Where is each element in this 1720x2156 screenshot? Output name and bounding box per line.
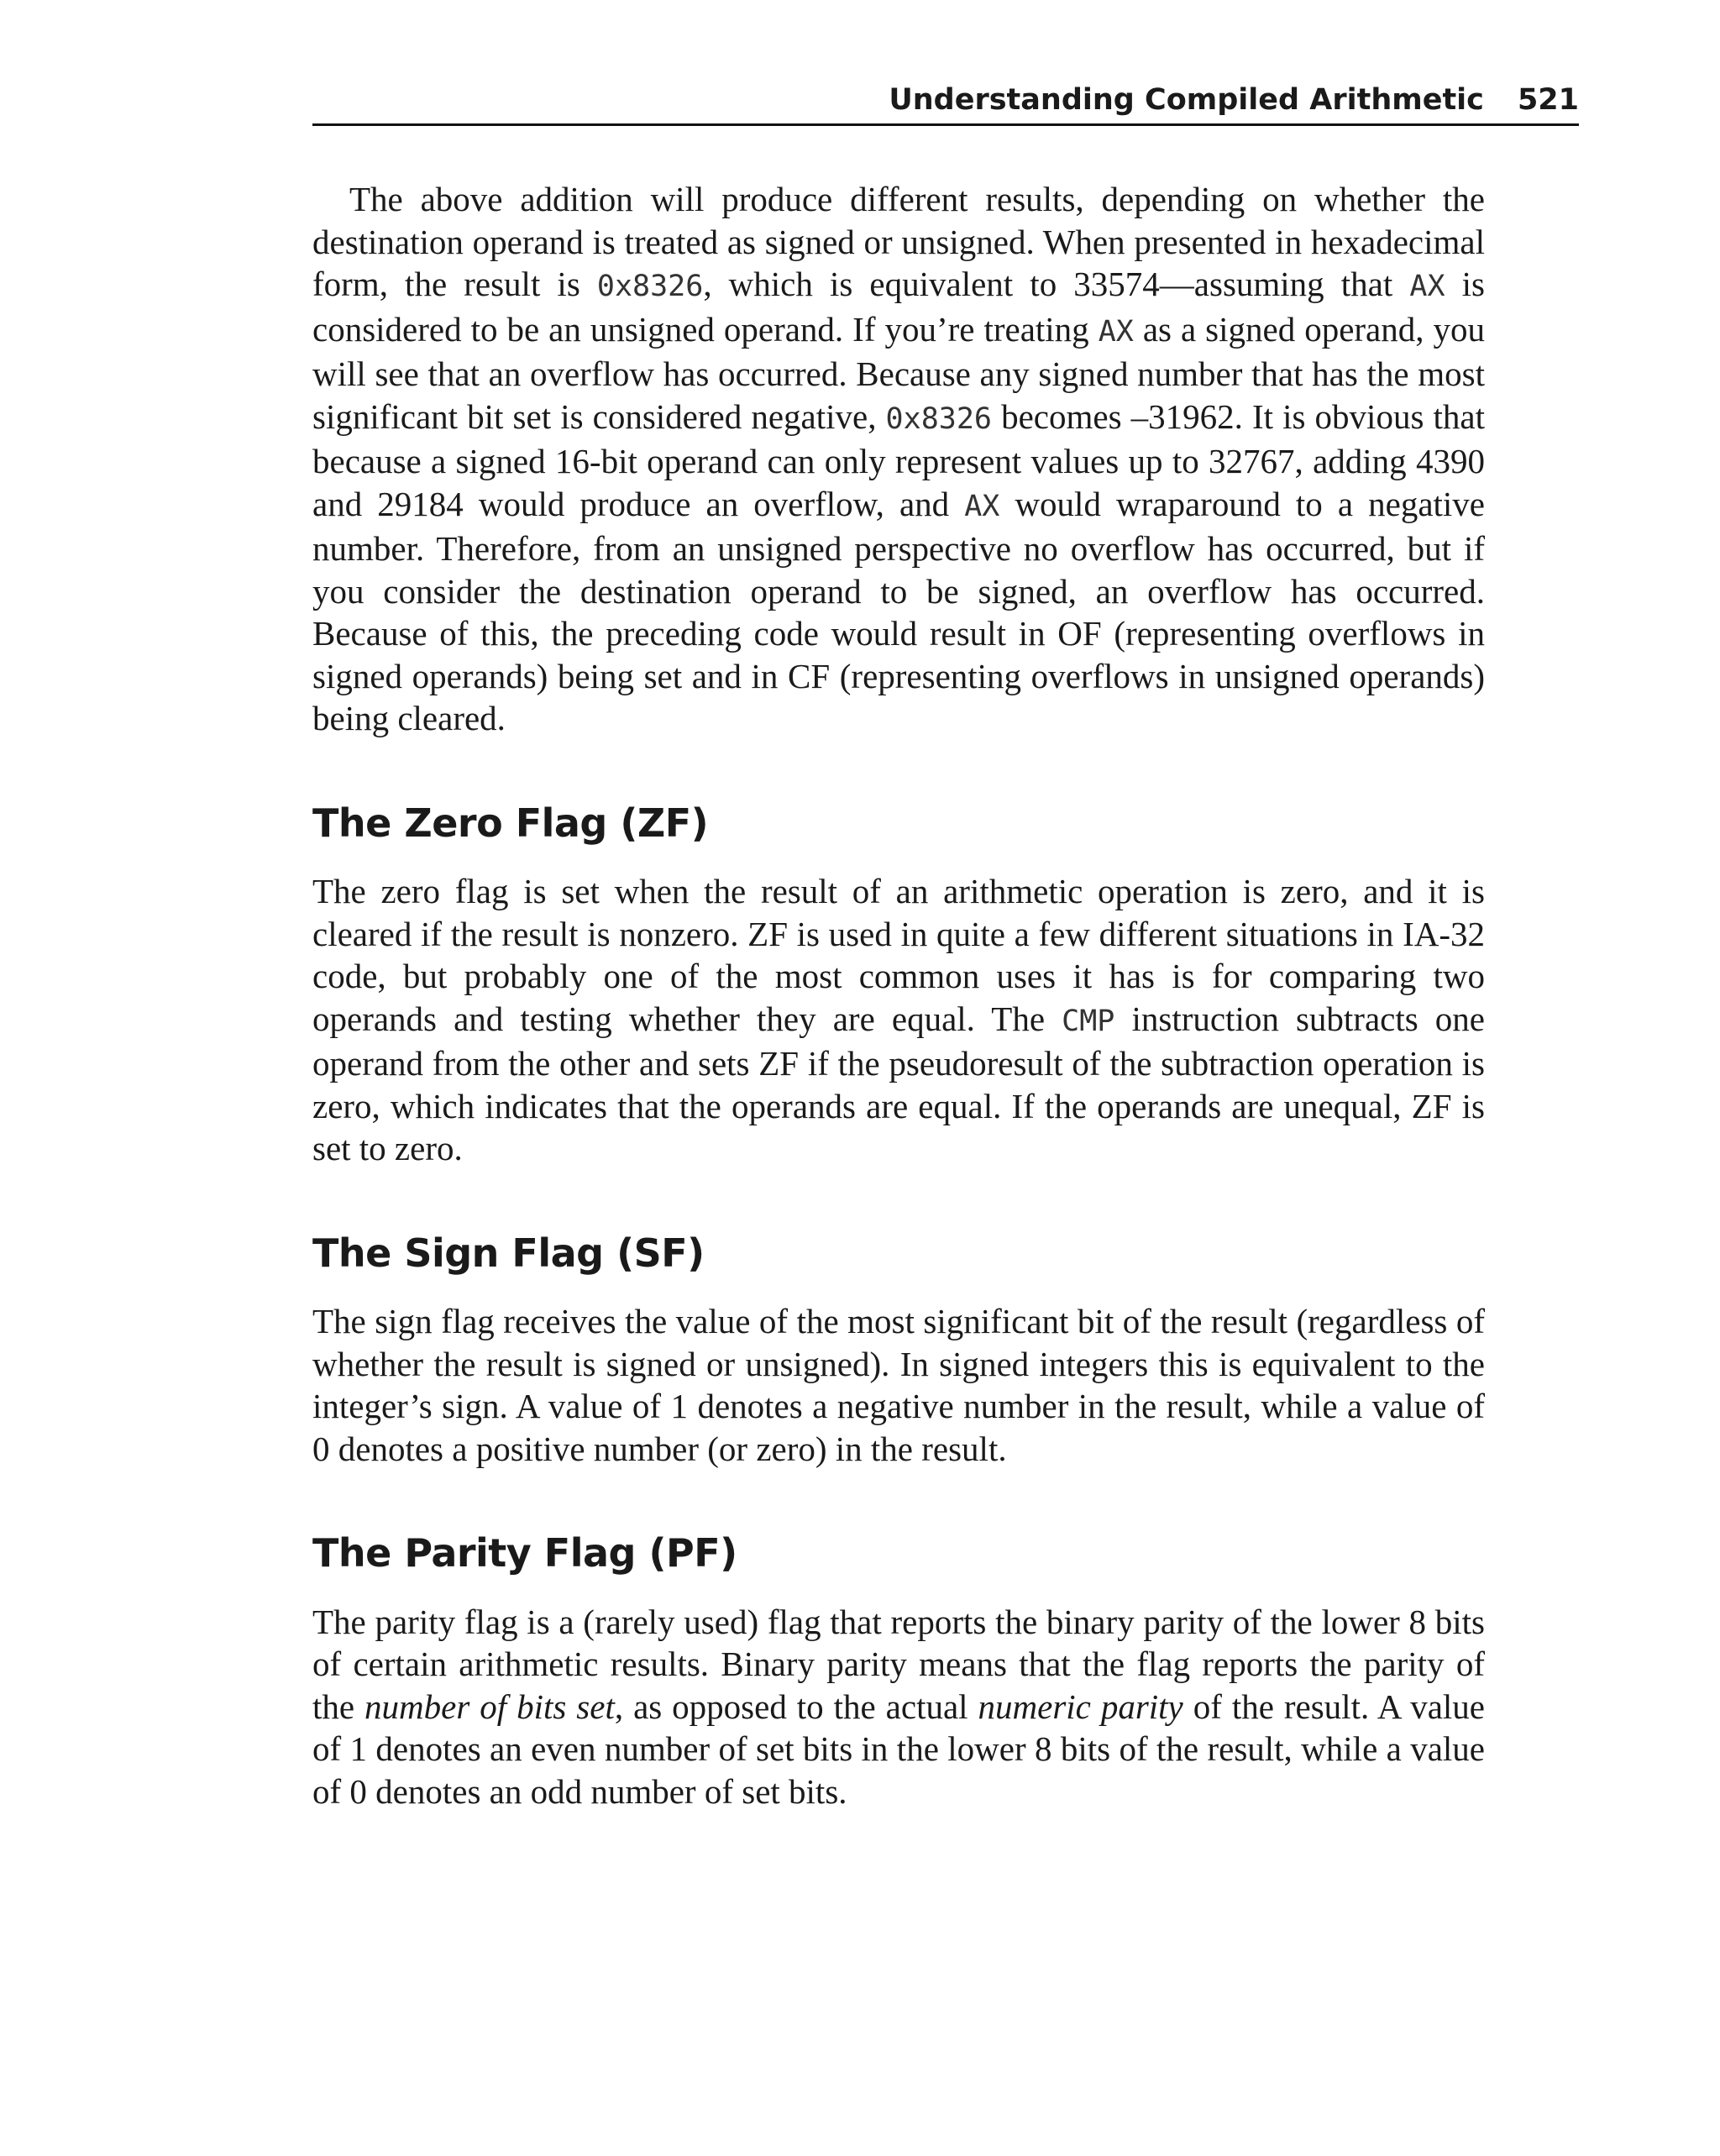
sign-flag-paragraph: The sign flag receives the value of the most significant bit of the result (regardless of whether the result is signed or unsigned). In signed integers this is equivalent to the integer’s sign. A value of 1 denotes a negative number in the result, while a value of 0 denotes a positive number (or zero) in the result. bbox=[312, 1302, 1485, 1468]
italic-term: number of bits set bbox=[364, 1687, 615, 1726]
code-snippet: 0x8326 bbox=[596, 270, 704, 303]
section-heading-zero-flag: The Zero Flag (ZF) bbox=[312, 800, 709, 846]
page-body bbox=[312, 178, 1485, 1812]
code-snippet: AX bbox=[1098, 314, 1134, 349]
text-run: , as opposed to the actual bbox=[614, 1687, 978, 1726]
text-run: The parity flag is a (rarely used) flag that reports the binary parity of the lower 8 bits of certain arithmetic results. Binary parity means that the flag reports the parity of the bbox=[312, 1602, 1485, 1726]
text-run: becomes –31962. It is obvious that because a signed 16-bit operand can only represent values up to 32767, adding 4390 and 29184 would produce an overflow, and bbox=[312, 396, 1485, 523]
text-run: would wraparound to a negative number. Therefore, from an unsigned perspective no overflow has occurred, but if you consider the destination operand to be signed, an overflow has occurred. Because of this, the preceding code would result in OF (representing overflows in signed operands) being set and in CF (representing overflows in unsigned operands) being cleared. bbox=[312, 484, 1485, 737]
running-header-title: Understanding Compiled Arithmetic bbox=[889, 83, 1484, 117]
code-snippet: AX bbox=[964, 489, 1000, 523]
text-run: The zero flag is set when the result of an arithmetic operation is zero, and it is cleared if the result is nonzero. ZF is used in quite a few different situations in IA-32 code, but probably one of the most common uses it has is for comparing two operands and testing whether they are equal. The bbox=[312, 872, 1485, 1038]
zero-flag-paragraph bbox=[312, 870, 1485, 1170]
text-run: as a signed operand, you will see that an overflow has occurred. Because any signed number that has the most significant bit set is considered negative, bbox=[312, 309, 1485, 436]
intro-paragraph bbox=[312, 178, 1485, 740]
italic-term: numeric parity bbox=[978, 1687, 1183, 1726]
text-run: instruction subtracts one operand from the other and sets ZF if the pseudoresult of the subtraction operation is zero, which indicates that the operands are equal. If the operands are unequal, ZF is set to zero. bbox=[312, 999, 1485, 1168]
running-header bbox=[312, 82, 1579, 126]
section-heading-sign-flag: The Sign Flag (SF) bbox=[312, 1230, 705, 1276]
text-run: is considered to be an unsigned operand. If you’re treating bbox=[312, 265, 1485, 349]
text-run: The above addition will produce different results, depending on whether the destination operand is treated as signed or unsigned. When presented in hexadecimal form, the result is bbox=[312, 180, 1485, 303]
code-snippet: CMP bbox=[1062, 1004, 1115, 1038]
parity-flag-paragraph bbox=[312, 1601, 1485, 1813]
text-run: , which is equivalent to 33574—assuming that bbox=[703, 265, 1410, 303]
code-snippet: AX bbox=[1409, 270, 1445, 303]
page-number: 521 bbox=[1517, 83, 1579, 117]
section-heading-parity-flag: The Parity Flag (PF) bbox=[312, 1530, 737, 1576]
code-snippet: 0x8326 bbox=[885, 401, 992, 436]
text-run: of the result. A value of 1 denotes an even number of set bits in the lower 8 bits of the result, while a value of 0 denotes an odd number of set bits. bbox=[312, 1687, 1485, 1811]
